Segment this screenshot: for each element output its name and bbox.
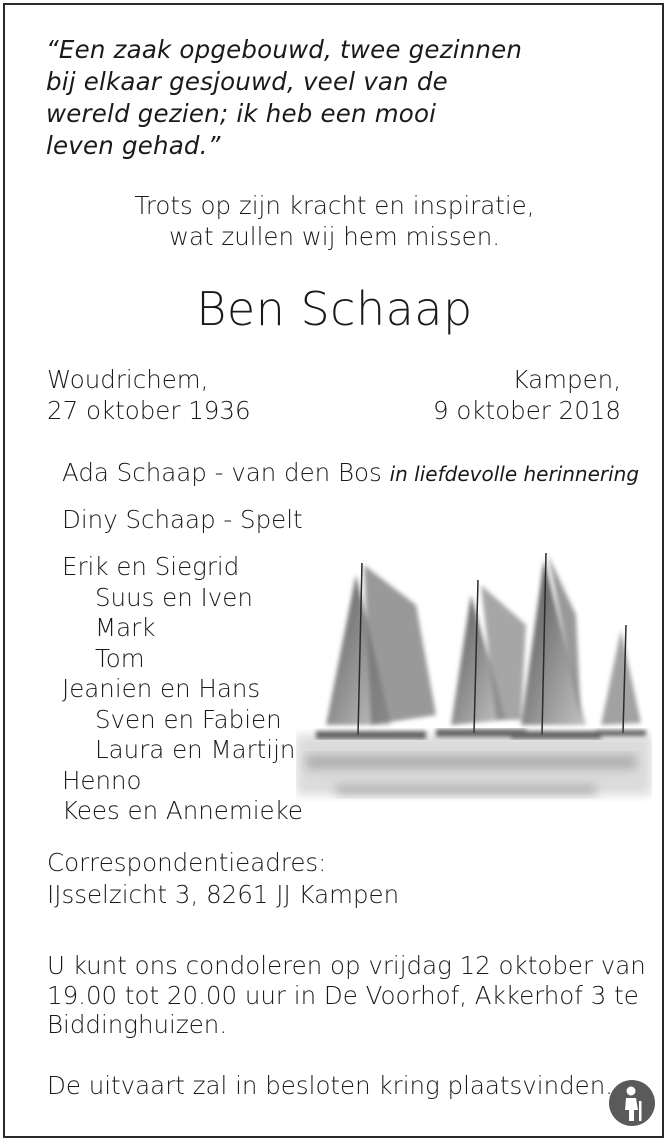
spouse-note: in liefdevolle herinnering xyxy=(389,462,640,486)
person-with-cane-icon xyxy=(608,1079,656,1127)
family-member: Kees en Annemieke xyxy=(62,796,303,825)
spouse-line xyxy=(62,458,639,490)
death-date: 9 oktober 2018 xyxy=(433,396,621,425)
family-member: Diny Schaap - Spelt xyxy=(62,505,303,534)
correspondence-address: IJsselzicht 3, 8261 JJ Kampen xyxy=(47,880,400,909)
quote-text: “Een zaak opgebouwd, twee gezinnen bij elkaar gesjouwd, veel van de wereld gezien; ik heb een mooi leven gehad.” xyxy=(46,35,523,160)
family-member: Tom xyxy=(95,644,145,673)
family-member: Jeanien en Hans xyxy=(62,674,261,703)
correspondence-block xyxy=(47,847,399,911)
birth-info xyxy=(47,364,251,426)
family-member: Sven en Fabien xyxy=(95,705,282,734)
tribute-text: Trots op zijn kracht en inspiratie, wat zullen wij hem missen. xyxy=(134,191,535,251)
correspondence-label: Correspondentieadres: xyxy=(47,848,327,877)
birth-place: Woudrichem, xyxy=(47,365,209,394)
family-member: Henno xyxy=(62,766,142,795)
family-member: Suus en Iven xyxy=(95,583,253,612)
death-info xyxy=(433,364,621,426)
family-member: Mark xyxy=(95,613,156,642)
family-member: Erik en Siegrid xyxy=(62,552,240,581)
condolence-text: U kunt ons condoleren op vrijdag 12 oktober van 19.00 tot 20.00 uur in De Voorhof, Akkerhof 3 te Biddinghuizen. xyxy=(47,951,646,1039)
deceased-name: Ben Schaap xyxy=(196,282,473,336)
spouse-name: Ada Schaap - van den Bos xyxy=(62,458,382,487)
funeral-text: De uitvaart zal in besloten kring plaatsvinden. xyxy=(47,1071,614,1100)
birth-date: 27 oktober 1936 xyxy=(47,396,251,425)
death-place: Kampen, xyxy=(512,365,621,394)
family-member: Laura en Martijn xyxy=(95,735,296,764)
sailboats-artwork xyxy=(296,535,652,853)
